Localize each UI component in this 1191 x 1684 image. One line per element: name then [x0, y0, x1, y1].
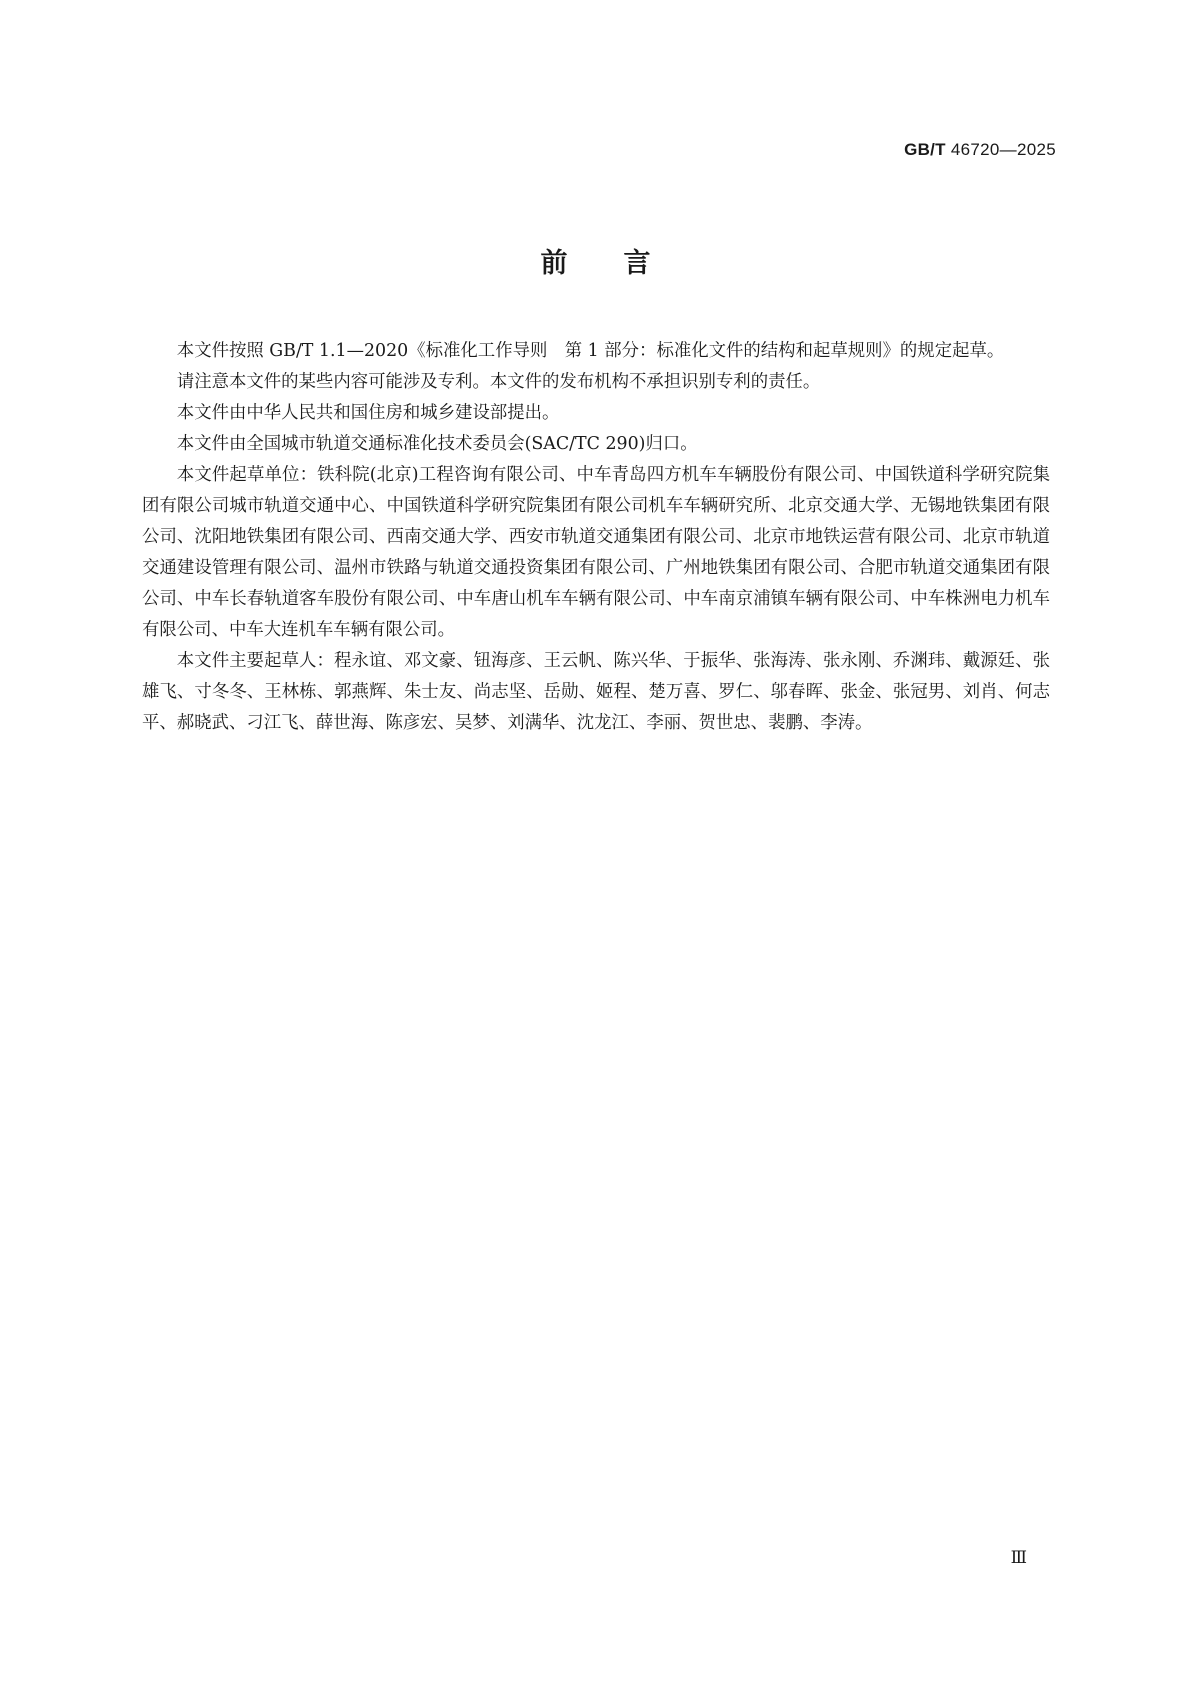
standard-number: 46720—2025: [950, 140, 1056, 159]
page-number: Ⅲ: [1010, 1548, 1027, 1567]
page-title: 前言: [540, 248, 707, 279]
paragraph-drafting-units: 本文件起草单位：铁科院(北京)工程咨询有限公司、中车青岛四方机车车辆股份有限公司、中国铁道科学研究院集团有限公司城市轨道交通中心、中国铁道科学研究院集团有限公司机车车辆研究所、北京交通大学、无锡地铁集团有限公司、沈阳地铁集团有限公司、西南交通大学、西安市轨道交通集团有限公司、北京市地铁运营有限公司、北京市轨道交通建设管理有限公司、温州市铁路与轨道交通投资集团有限公司、广州地铁集团有限公司、合肥市轨道交通集团有限公司、中车长春轨道客车股份有限公司、中车唐山机车车辆有限公司、中车南京浦镇车辆有限公司、中车株洲电力机车有限公司、中车大连机车车辆有限公司。: [142, 465, 1050, 640]
foreword-body: [142, 336, 1050, 739]
paragraph-proposer: 本文件由中华人民共和国住房和城乡建设部提出。: [176, 403, 560, 423]
paragraph-drafting-rules: 本文件按照 GB/T 1.1—2020《标准化工作导则 第 1 部分：标准化文件的结构和起草规则》的规定起草。: [176, 341, 1005, 361]
standard-code: [904, 140, 1056, 160]
paragraph-committee: 本文件由全国城市轨道交通标准化技术委员会(SAC/TC 290)归口。: [176, 434, 698, 454]
paragraph-patent-notice: 请注意本文件的某些内容可能涉及专利。本文件的发布机构不承担识别专利的责任。: [176, 372, 821, 392]
paragraph-drafters: 本文件主要起草人：程永谊、邓文豪、钮海彦、王云帆、陈兴华、于振华、张海涛、张永刚、乔渊玮、戴源廷、张雄飞、寸冬冬、王林栋、郭燕辉、朱士友、尚志坚、岳勋、姬程、楚万喜、罗仁、邬春晖、张金、张冠男、刘肖、何志平、郝晓武、刁江飞、薛世海、陈彦宏、吴梦、刘满华、沈龙江、李丽、贺世忠、裴鹏、李涛。: [142, 651, 1050, 733]
standard-prefix: GB/T: [904, 140, 946, 159]
